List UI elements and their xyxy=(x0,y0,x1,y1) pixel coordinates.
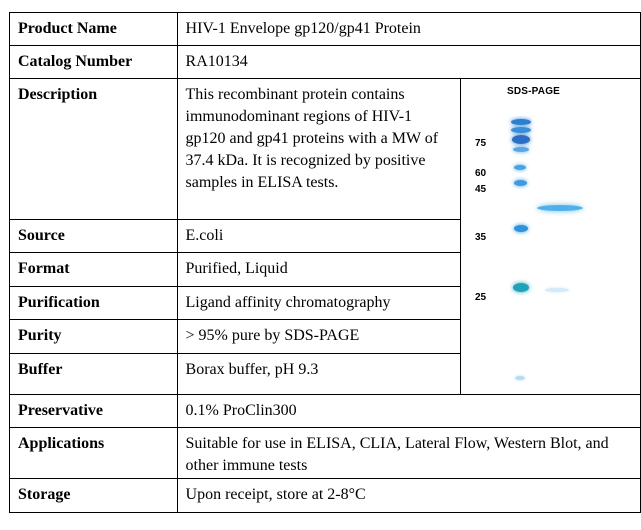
row-catalog-number xyxy=(10,46,641,79)
label-purity: Purity xyxy=(10,320,178,354)
value-purification: Ligand affinity chromatography xyxy=(177,287,460,320)
sample-band-faint xyxy=(545,288,569,292)
ladder-band-75 xyxy=(512,135,530,144)
value-catalog-number: RA10134 xyxy=(177,46,640,79)
sample-band-main xyxy=(537,205,583,211)
row-applications xyxy=(10,428,641,479)
value-applications: Suitable for use in ELISA, CLIA, Lateral Flow, Western Blot, and other immune tests xyxy=(177,428,640,479)
sds-page-gel-image xyxy=(460,79,640,395)
label-product-name: Product Name xyxy=(10,13,178,46)
marker-label-35: 35 xyxy=(474,232,487,243)
marker-label-75: 75 xyxy=(474,138,487,149)
label-description: Description xyxy=(10,79,178,220)
value-purity: > 95% pure by SDS-PAGE xyxy=(177,320,460,354)
label-applications: Applications xyxy=(10,428,178,479)
product-spec-table xyxy=(9,12,641,513)
ladder-band-bottom xyxy=(515,376,525,380)
row-product-name xyxy=(10,13,641,46)
gel-title: SDS-PAGE xyxy=(506,86,561,97)
value-product-name: HIV-1 Envelope gp120/gp41 Protein xyxy=(177,13,640,46)
label-buffer: Buffer xyxy=(10,354,178,395)
row-storage xyxy=(10,479,641,513)
gel-figure xyxy=(461,79,637,389)
label-format: Format xyxy=(10,253,178,287)
value-description: This recombinant protein contains immunodominant regions of HIV-1 gp120 and gp41 proteins with a MW of 37.4 kDa. It is recognized by positive samples in ELISA tests. xyxy=(177,79,460,220)
ladder-band-45 xyxy=(514,180,527,186)
ladder-band-25 xyxy=(513,283,529,292)
value-format: Purified, Liquid xyxy=(177,253,460,287)
ladder-band-2 xyxy=(511,127,531,133)
value-buffer: Borax buffer, pH 9.3 xyxy=(177,354,460,395)
label-storage: Storage xyxy=(10,479,178,513)
ladder-band-top xyxy=(511,119,531,125)
row-preservative xyxy=(10,395,641,428)
value-source: E.coli xyxy=(177,220,460,253)
row-description xyxy=(10,79,641,220)
marker-label-60: 60 xyxy=(474,168,487,179)
marker-label-25: 25 xyxy=(474,292,487,303)
label-source: Source xyxy=(10,220,178,253)
marker-label-45: 45 xyxy=(474,184,487,195)
label-preservative: Preservative xyxy=(10,395,178,428)
ladder-band-35 xyxy=(514,225,528,232)
value-storage: Upon receipt, store at 2-8°C xyxy=(177,479,640,513)
ladder-band-70 xyxy=(513,147,529,152)
label-purification: Purification xyxy=(10,287,178,320)
value-preservative: 0.1% ProClin300 xyxy=(177,395,640,428)
label-catalog-number: Catalog Number xyxy=(10,46,178,79)
ladder-band-60 xyxy=(514,165,526,170)
